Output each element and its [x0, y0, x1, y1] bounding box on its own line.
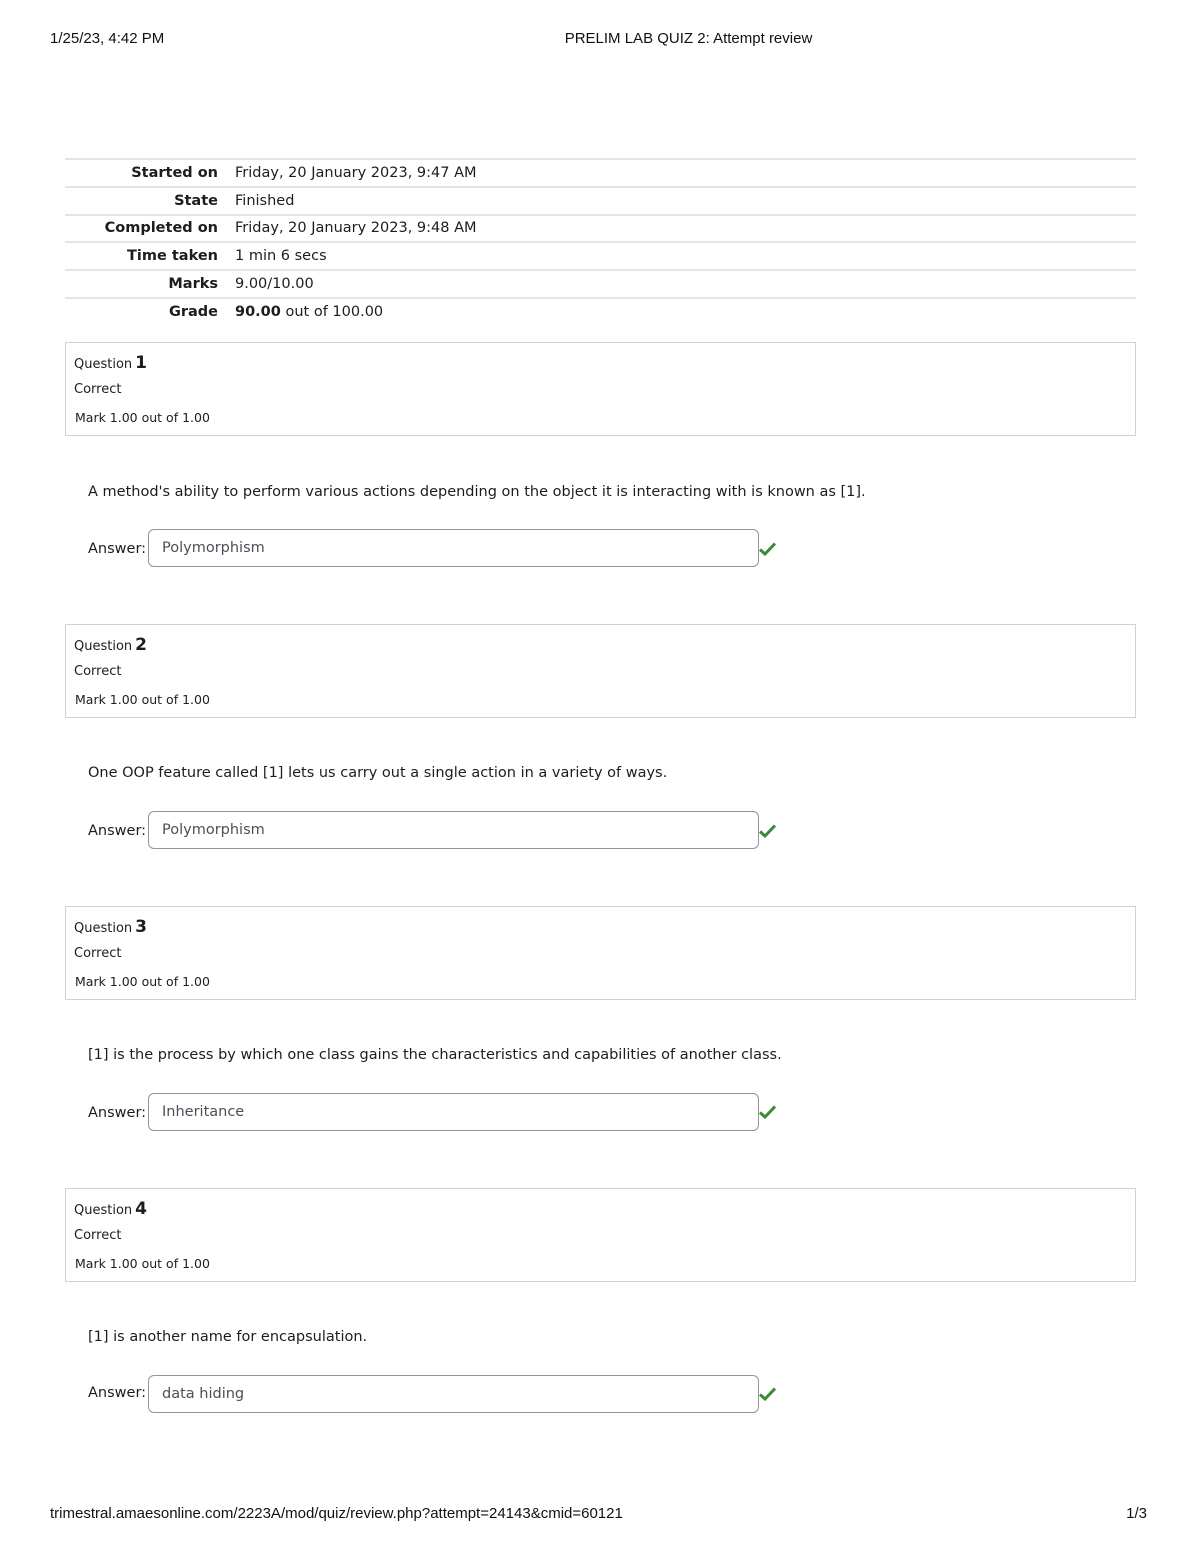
question-text-4: [1] is another name for encapsulation.: [88, 1329, 368, 1345]
check-icon: [759, 542, 776, 556]
summary-label: Completed on: [65, 215, 234, 243]
question-text-1: A method's ability to perform various actions depending on the object it is interacting with is known as [1].: [88, 484, 866, 500]
summary-row-time-taken: [65, 242, 1136, 270]
answer-label: Answer:: [88, 823, 147, 839]
question-number: Question 4: [74, 1199, 147, 1219]
answer-field-2[interactable]: Polymorphism: [148, 811, 759, 849]
summary-value: 9.00/10.00: [234, 270, 1136, 298]
summary-value: [234, 298, 1136, 326]
question-number: Question 3: [74, 917, 147, 937]
summary-row-grade: [65, 298, 1136, 326]
answer-label: Answer:: [88, 1385, 147, 1401]
answer-label: Answer:: [88, 1105, 147, 1121]
question-grade: Mark 1.00 out of 1.00: [75, 692, 210, 707]
print-header: [50, 30, 1147, 50]
summary-label: State: [65, 187, 234, 215]
answer-field-4[interactable]: data hiding: [148, 1375, 759, 1413]
grade-out-of: out of 100.00: [285, 304, 384, 321]
summary-label: Time taken: [65, 242, 234, 270]
question-info-1: [65, 342, 1136, 436]
print-datetime: 1/25/23, 4:42 PM: [50, 30, 165, 47]
summary-label: Started on: [65, 159, 234, 187]
check-icon: [759, 1105, 776, 1119]
grade-score: 90.00: [235, 304, 281, 321]
check-icon: [759, 1387, 776, 1401]
summary-value: 1 min 6 secs: [234, 242, 1136, 270]
page-number: 1/3: [1126, 1505, 1147, 1522]
question-grade: Mark 1.00 out of 1.00: [75, 1256, 210, 1271]
question-info-4: [65, 1188, 1136, 1282]
question-grade: Mark 1.00 out of 1.00: [75, 410, 210, 425]
question-grade: Mark 1.00 out of 1.00: [75, 974, 210, 989]
question-state: Correct: [74, 664, 122, 679]
question-number: Question 1: [74, 353, 147, 373]
attempt-summary-table: [65, 158, 1136, 326]
question-info-2: [65, 624, 1136, 718]
summary-row-completed: [65, 215, 1136, 243]
page-url: trimestral.amaesonline.com/2223A/mod/quiz/review.php?attempt=24143&cmid=60121: [50, 1505, 623, 1522]
summary-value: Friday, 20 January 2023, 9:48 AM: [234, 215, 1136, 243]
print-footer: [50, 1505, 1147, 1525]
question-state: Correct: [74, 946, 122, 961]
question-number: Question 2: [74, 635, 147, 655]
summary-row-state: [65, 187, 1136, 215]
answer-label: Answer:: [88, 541, 147, 557]
summary-value: Finished: [234, 187, 1136, 215]
question-info-3: [65, 906, 1136, 1000]
print-title: PRELIM LAB QUIZ 2: Attempt review: [564, 30, 813, 47]
summary-value: Friday, 20 January 2023, 9:47 AM: [234, 159, 1136, 187]
question-text-2: One OOP feature called [1] lets us carry out a single action in a variety of ways.: [88, 765, 668, 781]
question-state: Correct: [74, 382, 122, 397]
check-icon: [759, 824, 776, 838]
answer-field-1[interactable]: Polymorphism: [148, 529, 759, 567]
summary-row-marks: [65, 270, 1136, 298]
question-text-3: [1] is the process by which one class gains the characteristics and capabilities of another class.: [88, 1047, 782, 1063]
answer-field-3[interactable]: Inheritance: [148, 1093, 759, 1131]
summary-label: Grade: [65, 298, 234, 326]
question-state: Correct: [74, 1228, 122, 1243]
summary-row-started: [65, 159, 1136, 187]
summary-label: Marks: [65, 270, 234, 298]
